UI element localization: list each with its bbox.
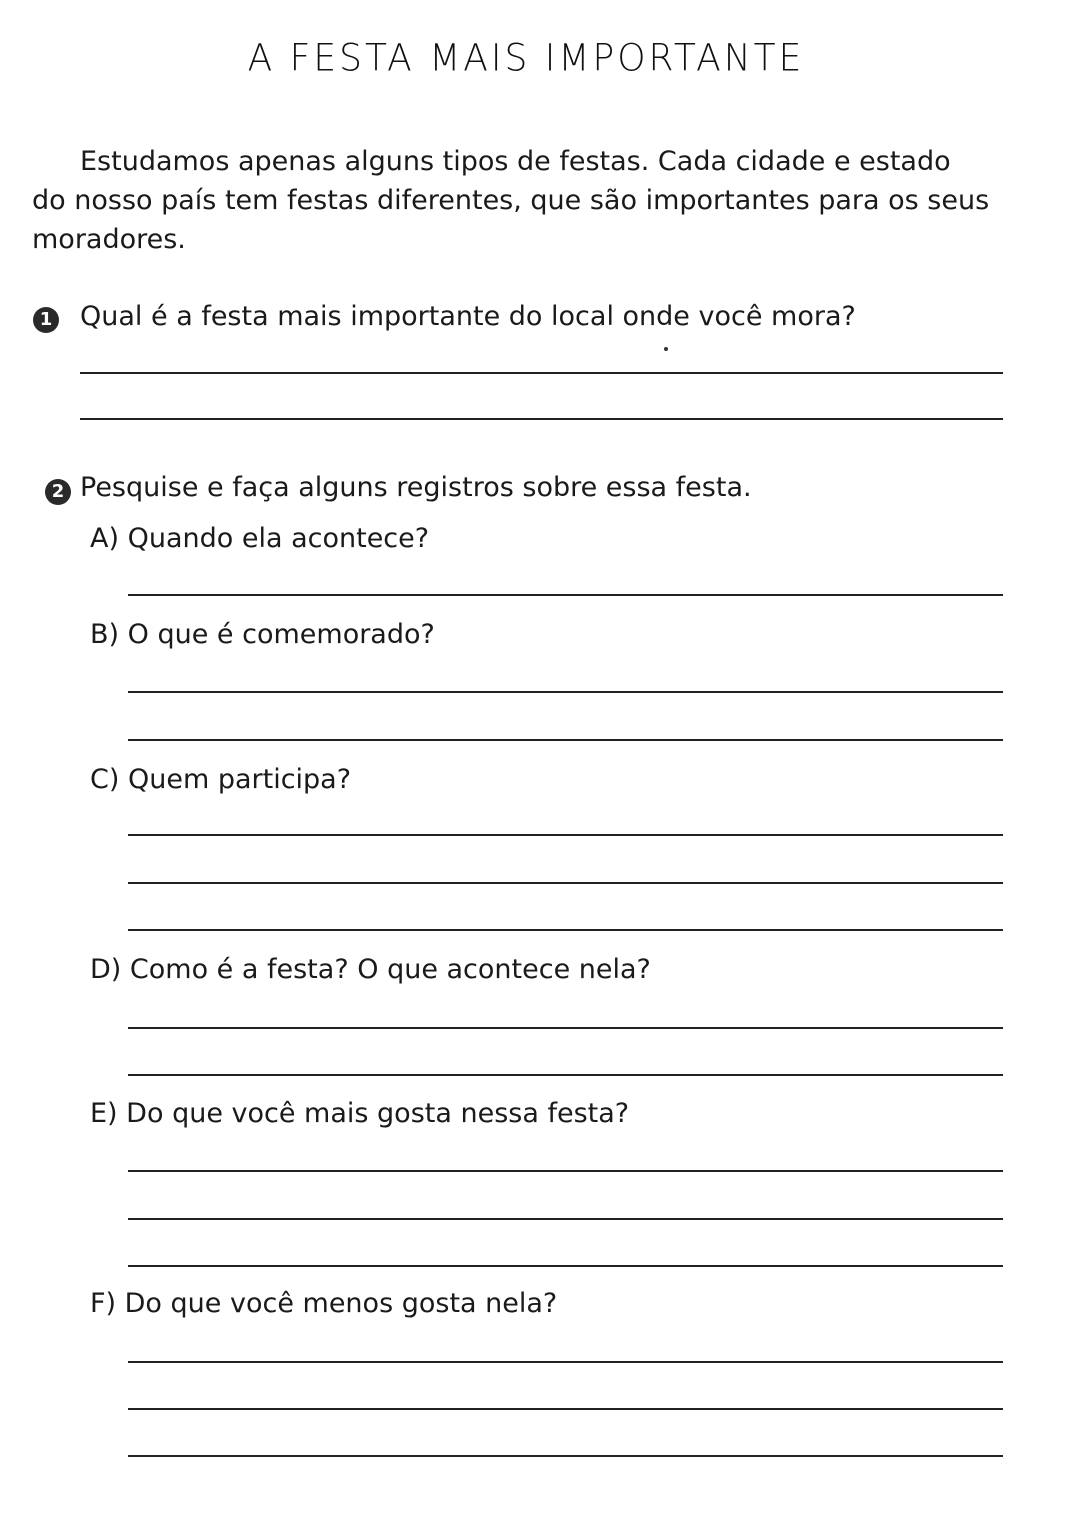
question-2f-label: F) Do que você menos gosta nela?: [90, 1288, 558, 1319]
page-title: A FESTA MAIS IMPORTANTE: [247, 36, 805, 81]
intro-line-1: Estudamos apenas alguns tipos de festas. Cada cidade e estado: [80, 146, 951, 177]
question-2c-label: C) Quem participa?: [90, 764, 352, 795]
question-2-text: Pesquise e faça alguns registros sobre essa festa.: [80, 472, 752, 503]
question-1-number-badge: 1: [33, 307, 59, 333]
question-2b-label: B) O que é comemorado?: [90, 619, 435, 650]
answer-line[interactable]: [128, 834, 1003, 836]
question-2e-label: E) Do que você mais gosta nessa festa?: [90, 1098, 630, 1129]
intro-line-2: do nosso país tem festas diferentes, que são importantes para os seus: [32, 185, 990, 216]
answer-line[interactable]: [80, 372, 1003, 374]
answer-line[interactable]: [128, 882, 1003, 884]
answer-line[interactable]: [128, 1074, 1003, 1076]
question-2d-label: D) Como é a festa? O que acontece nela?: [90, 954, 651, 985]
question-2a-label: A) Quando ela acontece?: [90, 523, 430, 554]
answer-line[interactable]: [128, 929, 1003, 931]
answer-line[interactable]: [128, 1027, 1003, 1029]
paper-speck: [664, 347, 668, 351]
answer-line[interactable]: [128, 739, 1003, 741]
intro-paragraph: [32, 142, 1012, 259]
answer-line[interactable]: [128, 1218, 1003, 1220]
answer-line[interactable]: [128, 594, 1003, 596]
intro-line-3: moradores.: [32, 224, 186, 255]
question-1-text: Qual é a festa mais importante do local onde você mora?: [80, 301, 856, 332]
answer-line[interactable]: [128, 1265, 1003, 1267]
answer-line[interactable]: [128, 1361, 1003, 1363]
answer-line[interactable]: [128, 1455, 1003, 1457]
answer-line[interactable]: [128, 1170, 1003, 1172]
answer-line[interactable]: [128, 1408, 1003, 1410]
question-2-number-badge: 2: [45, 479, 71, 505]
answer-line[interactable]: [80, 418, 1003, 420]
answer-line[interactable]: [128, 691, 1003, 693]
